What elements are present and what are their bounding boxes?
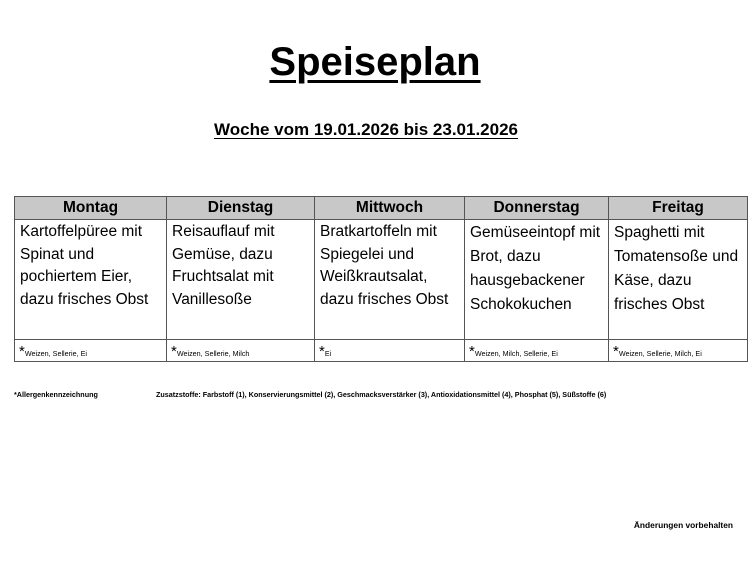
allergens-tuesday xyxy=(167,340,315,362)
meal-monday: Kartoffelpüree mit Spinat und pochiertem Eier, dazu frisches Obst xyxy=(15,220,167,340)
allergens-wednesday xyxy=(315,340,465,362)
day-header-monday: Montag xyxy=(15,197,167,220)
allergen-list: Ei xyxy=(324,349,332,358)
allergens-friday xyxy=(609,340,748,362)
meal-friday: Spaghetti mit Tomatensoße und Käse, dazu frisches Obst xyxy=(609,220,748,340)
allergens-thursday xyxy=(465,340,609,362)
allergen-marker: * xyxy=(19,343,25,360)
meal-tuesday: Reisauflauf mit Gemüse, dazu Fruchtsalat mit Vanillesoße xyxy=(167,220,315,340)
allergen-row xyxy=(15,340,748,362)
day-header-friday: Freitag xyxy=(609,197,748,220)
meal-wednesday: Bratkartoffeln mit Spiegelei und Weißkrautsalat, dazu frisches Obst xyxy=(315,220,465,340)
allergen-marker: * xyxy=(171,343,177,360)
meal-row xyxy=(15,220,748,340)
meal-thursday: Gemüseeintopf mit Brot, dazu hausgebackener Schokokuchen xyxy=(465,220,609,340)
allergen-marker: * xyxy=(319,343,325,360)
day-header-wednesday: Mittwoch xyxy=(315,197,465,220)
additives-footnote: Zusatzstoffe: Farbstoff (1), Konservierungsmittel (2), Geschmacksverstärker (3), Antioxidationsmittel (4), Phosphat (5), Süßstoffe (6) xyxy=(156,390,607,399)
menu-table xyxy=(14,196,748,362)
table-header-row xyxy=(15,197,748,220)
allergen-list: Weizen, Sellerie, Milch xyxy=(176,349,250,358)
allergen-marker: * xyxy=(469,343,475,360)
day-header-tuesday: Dienstag xyxy=(167,197,315,220)
allergen-list: Weizen, Sellerie, Milch, Ei xyxy=(618,349,702,358)
changes-note: Änderungen vorbehalten xyxy=(633,520,733,530)
day-header-thursday: Donnerstag xyxy=(465,197,609,220)
allergen-footnote: *Allergenkennzeichnung xyxy=(14,390,98,399)
allergens-monday xyxy=(15,340,167,362)
allergen-marker: * xyxy=(613,343,619,360)
week-range: Woche vom 19.01.2026 bis 23.01.2026 xyxy=(214,120,518,139)
page-title: Speiseplan xyxy=(269,40,481,84)
allergen-list: Weizen, Milch, Sellerie, Ei xyxy=(474,349,558,358)
allergen-list: Weizen, Sellerie, Ei xyxy=(24,349,88,358)
